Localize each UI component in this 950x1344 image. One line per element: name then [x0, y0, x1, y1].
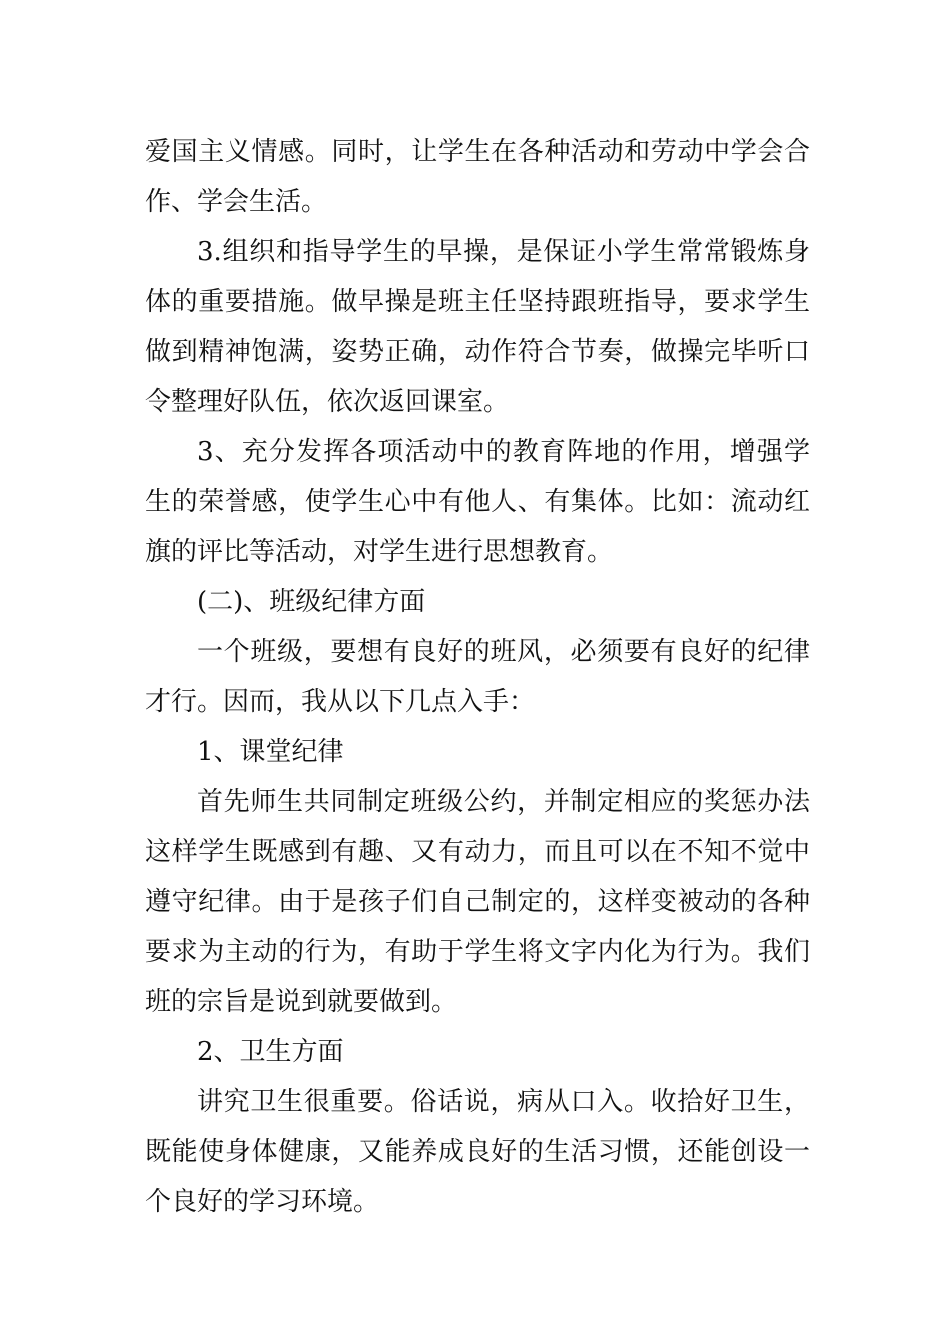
- paragraph-morning-exercise: 3.组织和指导学生的早操，是保证小学生常常锻炼身体的重要措施。做早操是班主任坚持跟班指导，要求学生做到精神饱满，姿势正确，动作符合节奏，做操完毕听口令整理好队伍，依次返回课室。: [145, 237, 810, 417]
- document-body: [145, 127, 810, 1227]
- paragraph-patriotism: 爱国主义情感。同时，让学生在各种活动和劳动中学会合作、学会生活。: [145, 137, 810, 217]
- paragraph-activities: 3、充分发挥各项活动中的教育阵地的作用，增强学生的荣誉感，使学生心中有他人、有集体。比如：流动红旗的评比等活动，对学生进行思想教育。: [145, 437, 810, 567]
- paragraph-hygiene: 讲究卫生很重要。俗话说，病从口入。收拾好卫生，既能使身体健康，又能养成良好的生活习惯，还能创设一个良好的学习环境。: [145, 1087, 810, 1217]
- subheading-classroom-discipline: 1、课堂纪律: [197, 737, 344, 767]
- section-heading-discipline: (二)、班级纪律方面: [197, 587, 426, 617]
- paragraph-class-convention: 首先师生共同制定班级公约，并制定相应的奖惩办法这样学生既感到有趣、又有动力，而且可以在不知不觉中遵守纪律。由于是孩子们自己制定的，这样变被动的各种要求为主动的行为，有助于学生将文字内化为行为。我们班的宗旨是说到就要做到。: [145, 787, 810, 1017]
- subheading-hygiene: 2、卫生方面: [197, 1037, 344, 1067]
- paragraph-discipline-intro: 一个班级，要想有良好的班风，必须要有良好的纪律才行。因而，我从以下几点入手：: [145, 637, 810, 717]
